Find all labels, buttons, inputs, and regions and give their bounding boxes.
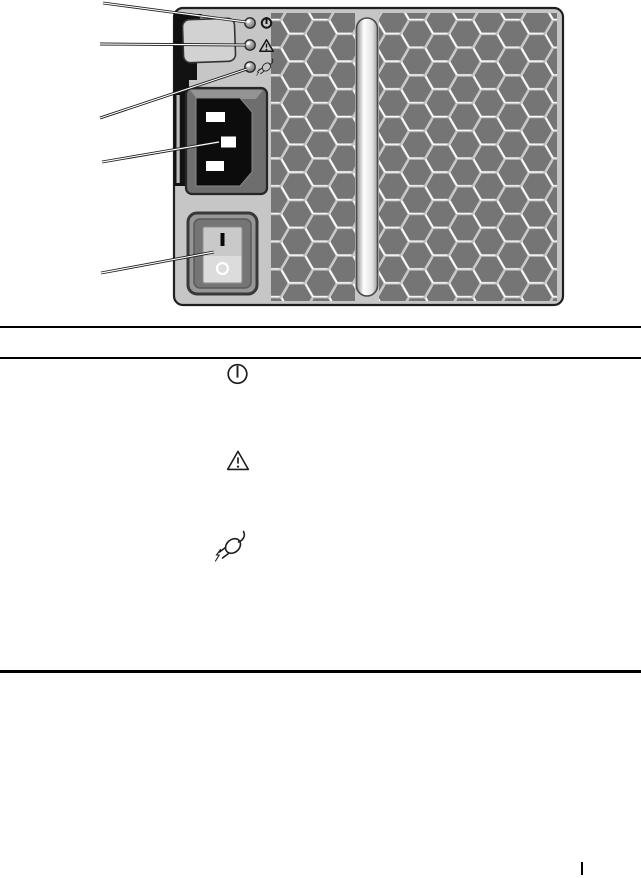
vent-grille-left bbox=[271, 13, 355, 301]
switch-on-marking bbox=[221, 233, 225, 246]
warning-icon bbox=[228, 451, 249, 469]
rocker-bottom bbox=[203, 256, 242, 283]
socket-pin-slot bbox=[206, 112, 225, 122]
power-supply-figure bbox=[0, 0, 641, 312]
footer-page-divider bbox=[581, 862, 583, 875]
section-bottom-rule bbox=[0, 670, 641, 673]
socket-pin-slot bbox=[221, 137, 236, 148]
ac-power-connector bbox=[186, 88, 267, 194]
power-indicator-led bbox=[245, 18, 255, 28]
vent-grille-right bbox=[379, 13, 557, 301]
psu-handle bbox=[357, 18, 378, 296]
fault-indicator-led bbox=[245, 40, 255, 50]
power-icon bbox=[228, 365, 247, 384]
latch-handle bbox=[182, 18, 235, 63]
legend-table-icons bbox=[0, 312, 641, 878]
status-leds bbox=[245, 18, 255, 72]
plug-icon bbox=[216, 532, 245, 562]
callout-line-fault-led bbox=[100, 44, 245, 45]
socket-pin-slot bbox=[206, 161, 224, 171]
